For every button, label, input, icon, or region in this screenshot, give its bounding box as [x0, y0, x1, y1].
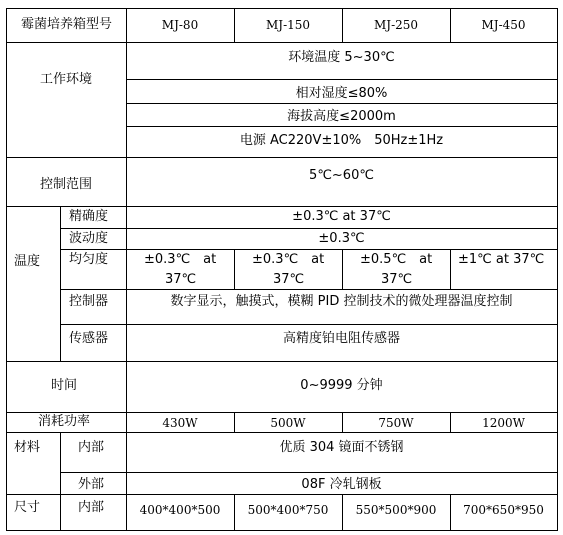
uniformity-value-1-line2: 37℃	[165, 272, 197, 287]
uniformity-value-1-line1: ±0.3℃ at	[144, 252, 217, 267]
sensor-label: 传感器	[69, 331, 109, 346]
control-range-value: 5℃~60℃	[309, 168, 374, 183]
material-outer-value: 08F 冷轧钢板	[301, 477, 382, 492]
environment-altitude: 海拔高度≤2000m	[287, 109, 396, 124]
power-value-2: 500W	[270, 416, 306, 430]
uniformity-value-4-line1: ±1℃ at 37℃	[458, 252, 545, 267]
fluctuation-label: 波动度	[69, 231, 109, 246]
accuracy-value: ±0.3℃ at 37℃	[292, 209, 391, 224]
time-value: 0~9999 分钟	[300, 378, 383, 393]
size-value-2: 500*400*750	[247, 503, 329, 517]
environment-humidity: 相对湿度≤80%	[295, 86, 388, 101]
material-label: 材料	[14, 440, 41, 455]
model-2: MJ-150	[265, 18, 311, 32]
control-range-label: 控制范围	[40, 177, 93, 192]
power-value-3: 750W	[378, 416, 414, 430]
size-value-3: 550*500*900	[355, 503, 437, 517]
temperature-label: 温度	[14, 254, 41, 269]
model-1: MJ-80	[161, 18, 199, 32]
fluctuation-value: ±0.3℃	[318, 231, 365, 246]
size-inner-label: 内部	[78, 500, 105, 515]
model-3: MJ-250	[373, 18, 419, 32]
uniformity-value-3-line1: ±0.5℃ at	[360, 252, 433, 267]
size-value-4: 700*650*950	[463, 503, 544, 517]
material-inner-value: 优质 304 镜面不锈钢	[279, 440, 404, 455]
uniformity-value-2-line2: 37℃	[273, 272, 305, 287]
power-value-1: 430W	[162, 416, 198, 430]
material-outer-label: 外部	[78, 477, 105, 492]
environment-temp: 环境温度 5~30℃	[288, 50, 395, 65]
environment-label: 工作环境	[40, 72, 93, 87]
controller-value: 数字显示，触摸式，模糊 PID 控制技术的微处理器温度控制	[170, 294, 513, 309]
power-value-4: 1200W	[482, 416, 525, 430]
header-label: 霉菌培养箱型号	[20, 17, 112, 32]
uniformity-value-2-line1: ±0.3℃ at	[252, 252, 325, 267]
environment-power: 电源 AC220V±10% 50Hz±1Hz	[239, 133, 444, 148]
size-value-1: 400*400*500	[139, 503, 221, 517]
uniformity-value-3-line2: 37℃	[381, 272, 413, 287]
sensor-value: 高精度铂电阻传感器	[282, 331, 400, 346]
accuracy-label: 精确度	[69, 209, 109, 224]
power-consumption-label: 消耗功率	[38, 414, 91, 429]
time-label: 时间	[51, 378, 78, 393]
model-4: MJ-450	[481, 18, 526, 32]
controller-label: 控制器	[69, 294, 109, 309]
uniformity-label: 均匀度	[69, 252, 109, 267]
material-inner-label: 内部	[78, 440, 105, 455]
size-label: 尺寸	[14, 500, 41, 515]
